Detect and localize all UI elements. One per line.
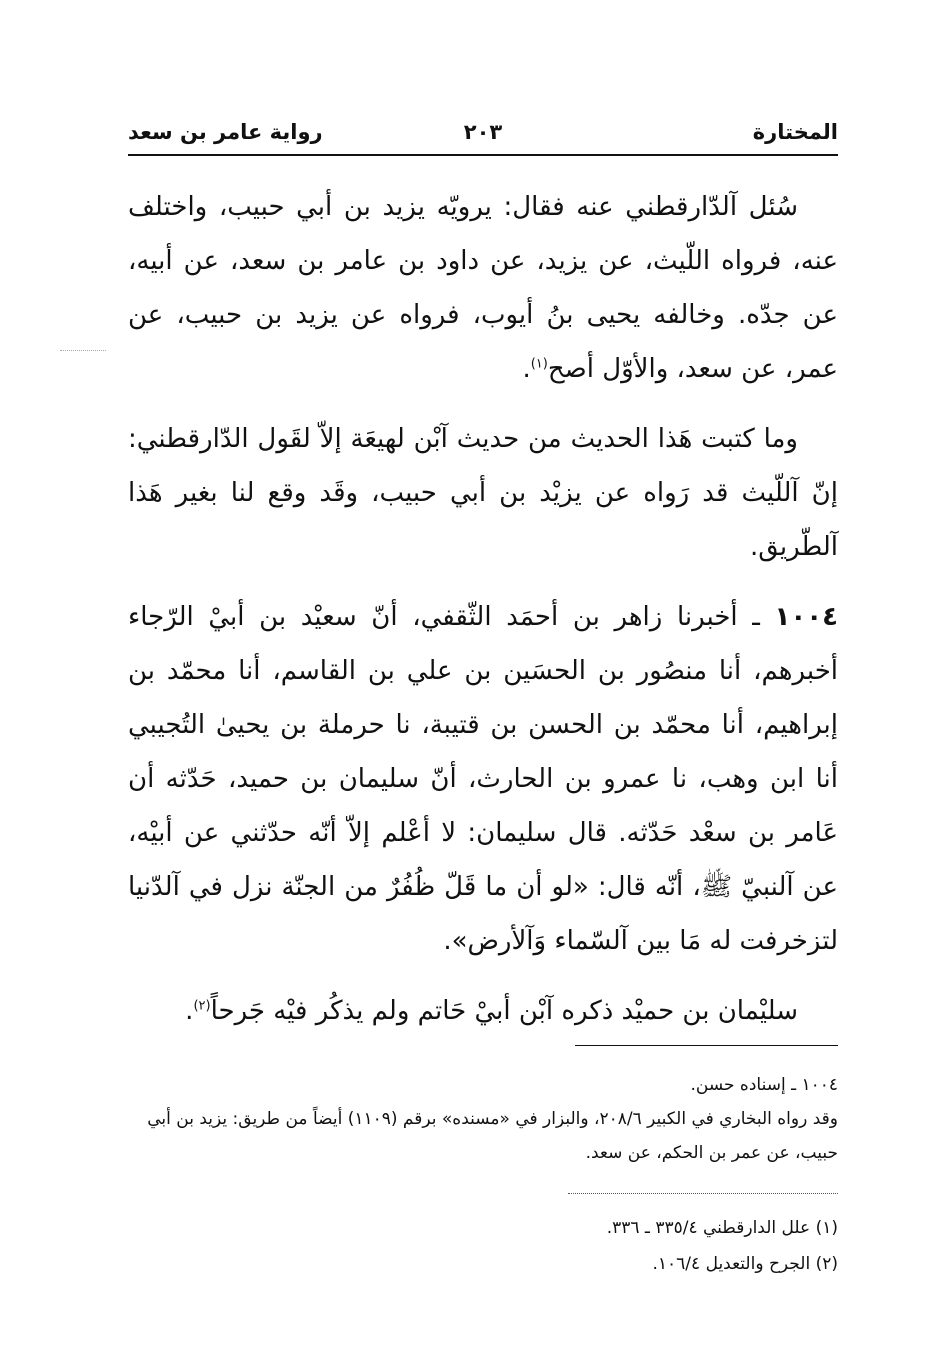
reference-footnotes [128, 1210, 838, 1282]
commentary-line-2: وقد رواه البخاري في الكبير ٢٠٨/٦، والبزار في «مسنده» برقم (١١٠٩) أيضاً من طريق: يزيد بن أبي حبيب، عن عمر بن الحكم، عن سعد. [147, 1109, 838, 1163]
footnote-marker-1[interactable]: (١) [530, 356, 548, 372]
book-title: المختارة [752, 120, 838, 144]
footnote-marker-2[interactable]: (٢) [193, 998, 211, 1014]
references-rule [568, 1193, 838, 1194]
main-text [128, 180, 838, 1054]
hadith-entry-1004: ١٠٠٤ ـ أخبرنا زاهر بن أحمَد الثّقفي، أنّ سعيْد بن أبيْ الرّجاء أخبرهم، أنا منصُور بن الحسَين بن علي بن القاسم، أنا محمّد بن إبراهيم، أنا محمّد بن الحسن بن قتيبة، نا حرملة بن يحيىٰ التُجيبي أنا ابن وهب، نا عمرو بن الحارث، أنّ سليمان بن حميد، حَدّثه أن عَامر بن سعْد حَدّثه. قال سليمان: لا أعْلم إلاّ أنّه حدّثني عن أبيْه، عن آلنبيّ ﷺ، أنّه قال: «لو أن ما قَلّ ظُفُرٌ من الجنّة نزل في آلدّنيا لتزخرفت له مَا بين آلسّماء وَآلأرض». [128, 602, 838, 956]
paragraph-2: وما كتبت هَذا الحديث من حديث آبْن لهيعَة إلاّ لقَول الدّارقطني: إنّ آللّيث قد رَواه عن يزيْد بن أبي حبيب، وقَد وقع لنا بغير هَذا آلطّريق. [128, 424, 838, 562]
page-header [128, 110, 838, 150]
reference-1: (١) علل الدارقطني ٣٣٥/٤ ـ ٣٣٦. [606, 1218, 838, 1238]
chapter-title: رواية عامر بن سعد [128, 120, 323, 144]
paragraph-4: سليْمان بن حميْد ذكره آبْن أبيْ حَاتم ولم يذكُر فيْه جَرحاً$^{(٢)}$. [185, 996, 798, 1026]
margin-mark [60, 350, 106, 351]
reference-2: (٢) الجرح والتعديل ١٠٦/٤. [652, 1254, 838, 1274]
commentary-line-1: ١٠٠٤ ـ إسناده حسن. [690, 1075, 838, 1095]
commentary-footnotes [128, 1068, 838, 1170]
page-number: ٢٠٣ [463, 120, 503, 144]
header-rule [128, 154, 838, 156]
footnote-rule [575, 1045, 838, 1046]
paragraph-1: سُئل آلدّارقطني عنه فقال: يرويّه يزيد بن أبي حبيب، واختلف عنه، فرواه اللّيث، عن يزيد، عن داود بن عامر بن سعد، عن أبيه، عن جدّه. وخالفه يحيى بنُ أيوب، فرواه عن يزيد بن حبيب، عن عمر، عن سعد، والأوّل أصح$^{(١)}$. [128, 192, 838, 384]
entry-number: ١٠٠٤ [774, 602, 838, 632]
